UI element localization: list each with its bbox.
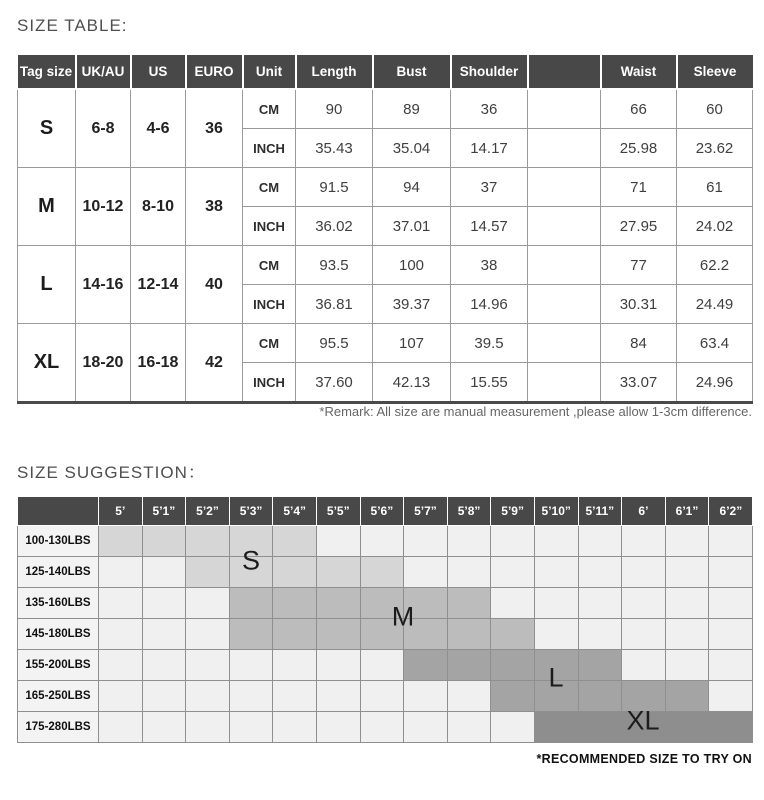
- suggestion-cell-shaded: [273, 557, 317, 588]
- measurement-cell: 33.07: [601, 363, 677, 403]
- suggestion-cell: [316, 650, 360, 681]
- size-row-cm: [18, 89, 753, 129]
- suggestion-cell: [534, 619, 578, 650]
- suggestion-cell: [273, 712, 317, 743]
- suggestion-cell: [709, 619, 753, 650]
- measurement-cell: 25.98: [601, 129, 677, 168]
- suggestion-cell-shaded: [578, 650, 622, 681]
- suggestion-cell: [491, 557, 535, 588]
- suggestion-cell-shaded: [491, 650, 535, 681]
- suggestion-cell: [316, 712, 360, 743]
- suggestion-cell: [578, 526, 622, 557]
- suggestion-cell: [447, 681, 491, 712]
- suggestion-cell: [709, 526, 753, 557]
- suggestion-cell: [186, 681, 230, 712]
- suggestion-cell: [578, 619, 622, 650]
- suggestion-row: [18, 650, 753, 681]
- measurement-cell: [528, 363, 601, 403]
- size-table: [17, 55, 753, 404]
- measurement-cell: 100: [373, 246, 451, 285]
- unit-cell: CM: [243, 89, 296, 129]
- suggestion-cell-shaded: [273, 619, 317, 650]
- measurement-cell: [528, 246, 601, 285]
- suggestion-cell-shaded: [316, 557, 360, 588]
- measurement-cell: 42.13: [373, 363, 451, 403]
- measurement-cell: 36.02: [296, 207, 373, 246]
- unit-cell: CM: [243, 324, 296, 363]
- suggestion-cell-shaded: [186, 526, 230, 557]
- uk-au-cell: 14-16: [76, 246, 131, 324]
- measurement-cell: 23.62: [677, 129, 753, 168]
- suggestion-cell: [273, 650, 317, 681]
- suggestion-row: [18, 619, 753, 650]
- measurement-cell: 14.96: [451, 285, 528, 324]
- suggestion-cell-shaded: [99, 526, 143, 557]
- suggestion-cell-shaded: [491, 681, 535, 712]
- tag-size-cell: XL: [18, 324, 76, 403]
- suggestion-cell: [142, 557, 186, 588]
- unit-cell: INCH: [243, 285, 296, 324]
- suggestion-row: [18, 588, 753, 619]
- measurement-cell: 35.43: [296, 129, 373, 168]
- suggestion-cell-shaded: [665, 681, 709, 712]
- size-row-cm: [18, 168, 753, 207]
- suggestion-cell-shaded: [142, 526, 186, 557]
- suggestion-cell: [186, 712, 230, 743]
- euro-cell: 40: [186, 246, 243, 324]
- suggestion-cell-shaded: [229, 588, 273, 619]
- suggestion-cell: [229, 681, 273, 712]
- measurement-cell: 61: [677, 168, 753, 207]
- measurement-cell: [528, 168, 601, 207]
- suggestion-cell-shaded: [273, 588, 317, 619]
- suggestion-cell-shaded: [447, 588, 491, 619]
- height-header-cell: 5’3”: [229, 497, 273, 526]
- suggestion-cell: [709, 588, 753, 619]
- size-table-header-cell: Sleeve: [677, 55, 753, 89]
- weight-label-cell: 135-160LBS: [18, 588, 99, 619]
- suggestion-cell: [360, 681, 404, 712]
- suggestion-cell: [99, 619, 143, 650]
- suggestion-cell-shaded: [316, 588, 360, 619]
- suggestion-cell: [534, 588, 578, 619]
- size-band-letter-m: M: [391, 601, 415, 632]
- measurement-cell: 38: [451, 246, 528, 285]
- suggestion-cell: [622, 650, 666, 681]
- measurement-cell: 89: [373, 89, 451, 129]
- weight-label-cell: 145-180LBS: [18, 619, 99, 650]
- suggestion-cell: [491, 588, 535, 619]
- size-suggestion-title: SIZE SUGGESTION：: [17, 463, 206, 482]
- measurement-cell: 107: [373, 324, 451, 363]
- suggestion-cell: [99, 650, 143, 681]
- suggestion-cell: [709, 650, 753, 681]
- suggestion-cell: [622, 588, 666, 619]
- measurement-cell: 24.96: [677, 363, 753, 403]
- measurement-cell: 63.4: [677, 324, 753, 363]
- size-table-header-cell: Waist: [601, 55, 677, 89]
- height-header-cell: 5’9”: [491, 497, 535, 526]
- height-header-cell: 5’8”: [447, 497, 491, 526]
- measurement-cell: 66: [601, 89, 677, 129]
- suggestion-cell: [99, 588, 143, 619]
- suggestion-cell: [142, 681, 186, 712]
- suggestion-cell: [578, 557, 622, 588]
- measurement-cell: 90: [296, 89, 373, 129]
- euro-cell: 42: [186, 324, 243, 403]
- size-row-cm: [18, 324, 753, 363]
- suggestion-cell: [709, 681, 753, 712]
- measurement-cell: 35.04: [373, 129, 451, 168]
- weight-label-cell: 165-250LBS: [18, 681, 99, 712]
- height-header-cell: 5’2”: [186, 497, 230, 526]
- measurement-cell: 39.5: [451, 324, 528, 363]
- size-band-letter-s: S: [241, 545, 261, 576]
- measurement-cell: [528, 285, 601, 324]
- us-cell: 16-18: [131, 324, 186, 403]
- suggestion-cell-shaded: [404, 650, 448, 681]
- size-row-cm: [18, 246, 753, 285]
- suggestion-cell-shaded: [709, 712, 753, 743]
- height-header-cell: 5’6”: [360, 497, 404, 526]
- measurement-cell: [528, 324, 601, 363]
- suggestion-row: [18, 557, 753, 588]
- suggestion-cell: [709, 557, 753, 588]
- size-table-title: SIZE TABLE:: [17, 16, 128, 35]
- suggestion-cell-shaded: [578, 681, 622, 712]
- measurement-cell: 60: [677, 89, 753, 129]
- suggestion-cell: [491, 712, 535, 743]
- tag-size-cell: S: [18, 89, 76, 168]
- measurement-cell: 24.49: [677, 285, 753, 324]
- uk-au-cell: 18-20: [76, 324, 131, 403]
- suggestion-cell-shaded: [360, 557, 404, 588]
- measurement-cell: 15.55: [451, 363, 528, 403]
- weight-label-cell: 100-130LBS: [18, 526, 99, 557]
- size-table-header-cell: [528, 55, 601, 89]
- height-header-cell: 5’5”: [316, 497, 360, 526]
- suggestion-row: [18, 526, 753, 557]
- suggestion-cell: [665, 588, 709, 619]
- measurement-cell: 95.5: [296, 324, 373, 363]
- suggestion-cell: [447, 712, 491, 743]
- unit-cell: INCH: [243, 363, 296, 403]
- measurement-cell: 62.2: [677, 246, 753, 285]
- size-band-letter-xl: XL: [626, 705, 660, 736]
- suggestion-cell: [186, 588, 230, 619]
- measurement-cell: [528, 207, 601, 246]
- height-header-cell: 5’4”: [273, 497, 317, 526]
- suggestion-cell: [622, 526, 666, 557]
- size-table-header-cell: Length: [296, 55, 373, 89]
- suggestion-cell: [491, 526, 535, 557]
- suggestion-cell: [360, 526, 404, 557]
- height-header-cell: 5’: [99, 497, 143, 526]
- us-cell: 8-10: [131, 168, 186, 246]
- weight-label-cell: 125-140LBS: [18, 557, 99, 588]
- measurement-cell: 30.31: [601, 285, 677, 324]
- measurement-cell: 71: [601, 168, 677, 207]
- suggestion-cell: [186, 619, 230, 650]
- suggestion-cell: [99, 681, 143, 712]
- measurement-cell: 77: [601, 246, 677, 285]
- suggestion-corner-cell: [18, 497, 99, 526]
- suggestion-cell-shaded: [578, 712, 622, 743]
- tag-size-cell: L: [18, 246, 76, 324]
- suggestion-cell: [447, 526, 491, 557]
- uk-au-cell: 10-12: [76, 168, 131, 246]
- size-table-header-cell: Tag size: [18, 55, 76, 89]
- suggestion-cell-shaded: [447, 619, 491, 650]
- unit-cell: INCH: [243, 129, 296, 168]
- suggestion-cell: [578, 588, 622, 619]
- size-table-header-cell: Shoulder: [451, 55, 528, 89]
- size-table-header-cell: EURO: [186, 55, 243, 89]
- size-table-header-cell: US: [131, 55, 186, 89]
- recommended-size-note: *RECOMMENDED SIZE TO TRY ON: [536, 752, 752, 766]
- suggestion-cell: [665, 650, 709, 681]
- unit-cell: INCH: [243, 207, 296, 246]
- measurement-cell: 37.01: [373, 207, 451, 246]
- suggestion-cell: [142, 588, 186, 619]
- suggestion-cell-shaded: [447, 650, 491, 681]
- suggestion-cell: [142, 712, 186, 743]
- suggestion-cell-shaded: [316, 619, 360, 650]
- size-table-header-cell: Bust: [373, 55, 451, 89]
- suggestion-cell: [665, 619, 709, 650]
- suggestion-cell: [229, 712, 273, 743]
- suggestion-cell: [142, 619, 186, 650]
- suggestion-cell: [404, 557, 448, 588]
- measurement-cell: 37.60: [296, 363, 373, 403]
- suggestion-cell: [360, 650, 404, 681]
- weight-label-cell: 175-280LBS: [18, 712, 99, 743]
- measurement-cell: 91.5: [296, 168, 373, 207]
- suggestion-cell: [404, 526, 448, 557]
- height-header-cell: 6’: [622, 497, 666, 526]
- suggestion-cell: [404, 712, 448, 743]
- suggestion-cell: [186, 650, 230, 681]
- height-header-cell: 6’1”: [665, 497, 709, 526]
- suggestion-cell: [316, 681, 360, 712]
- uk-au-cell: 6-8: [76, 89, 131, 168]
- size-table-remark: *Remark: All size are manual measurement ,please allow 1-3cm difference.: [319, 404, 752, 419]
- suggestion-cell: [665, 526, 709, 557]
- tag-size-cell: M: [18, 168, 76, 246]
- suggestion-cell: [142, 650, 186, 681]
- height-header-cell: 5’10”: [534, 497, 578, 526]
- height-header-cell: 5’7”: [404, 497, 448, 526]
- suggestion-cell: [622, 619, 666, 650]
- measurement-cell: 37: [451, 168, 528, 207]
- measurement-cell: 36: [451, 89, 528, 129]
- suggestion-cell: [229, 650, 273, 681]
- suggestion-cell-shaded: [186, 557, 230, 588]
- euro-cell: 38: [186, 168, 243, 246]
- measurement-cell: 93.5: [296, 246, 373, 285]
- unit-cell: CM: [243, 168, 296, 207]
- suggestion-cell: [316, 526, 360, 557]
- suggestion-cell: [447, 557, 491, 588]
- height-header-cell: 6’2”: [709, 497, 753, 526]
- suggestion-cell: [622, 557, 666, 588]
- suggestion-cell-shaded: [229, 619, 273, 650]
- size-table-header-cell: Unit: [243, 55, 296, 89]
- suggestion-cell-shaded: [491, 619, 535, 650]
- suggestion-cell: [99, 557, 143, 588]
- weight-label-cell: 155-200LBS: [18, 650, 99, 681]
- suggestion-cell: [99, 712, 143, 743]
- suggestion-cell: [534, 557, 578, 588]
- suggestion-cell: [273, 681, 317, 712]
- suggestion-cell: [360, 712, 404, 743]
- unit-cell: CM: [243, 246, 296, 285]
- suggestion-cell-shaded: [273, 526, 317, 557]
- measurement-cell: [528, 89, 601, 129]
- us-cell: 4-6: [131, 89, 186, 168]
- euro-cell: 36: [186, 89, 243, 168]
- height-header-cell: 5’1”: [142, 497, 186, 526]
- measurement-cell: 24.02: [677, 207, 753, 246]
- suggestion-cell: [404, 681, 448, 712]
- measurement-cell: 39.37: [373, 285, 451, 324]
- size-band-letter-l: L: [548, 662, 564, 693]
- suggestion-cell: [665, 557, 709, 588]
- measurement-cell: 36.81: [296, 285, 373, 324]
- measurement-cell: 84: [601, 324, 677, 363]
- measurement-cell: 94: [373, 168, 451, 207]
- measurement-cell: 27.95: [601, 207, 677, 246]
- us-cell: 12-14: [131, 246, 186, 324]
- suggestion-cell-shaded: [534, 712, 578, 743]
- suggestion-cell-shaded: [665, 712, 709, 743]
- suggestion-header-row: [18, 497, 753, 526]
- height-header-cell: 5’11”: [578, 497, 622, 526]
- measurement-cell: 14.17: [451, 129, 528, 168]
- measurement-cell: 14.57: [451, 207, 528, 246]
- size-table-header-row: [18, 55, 753, 89]
- size-table-header-cell: UK/AU: [76, 55, 131, 89]
- measurement-cell: [528, 129, 601, 168]
- suggestion-cell: [534, 526, 578, 557]
